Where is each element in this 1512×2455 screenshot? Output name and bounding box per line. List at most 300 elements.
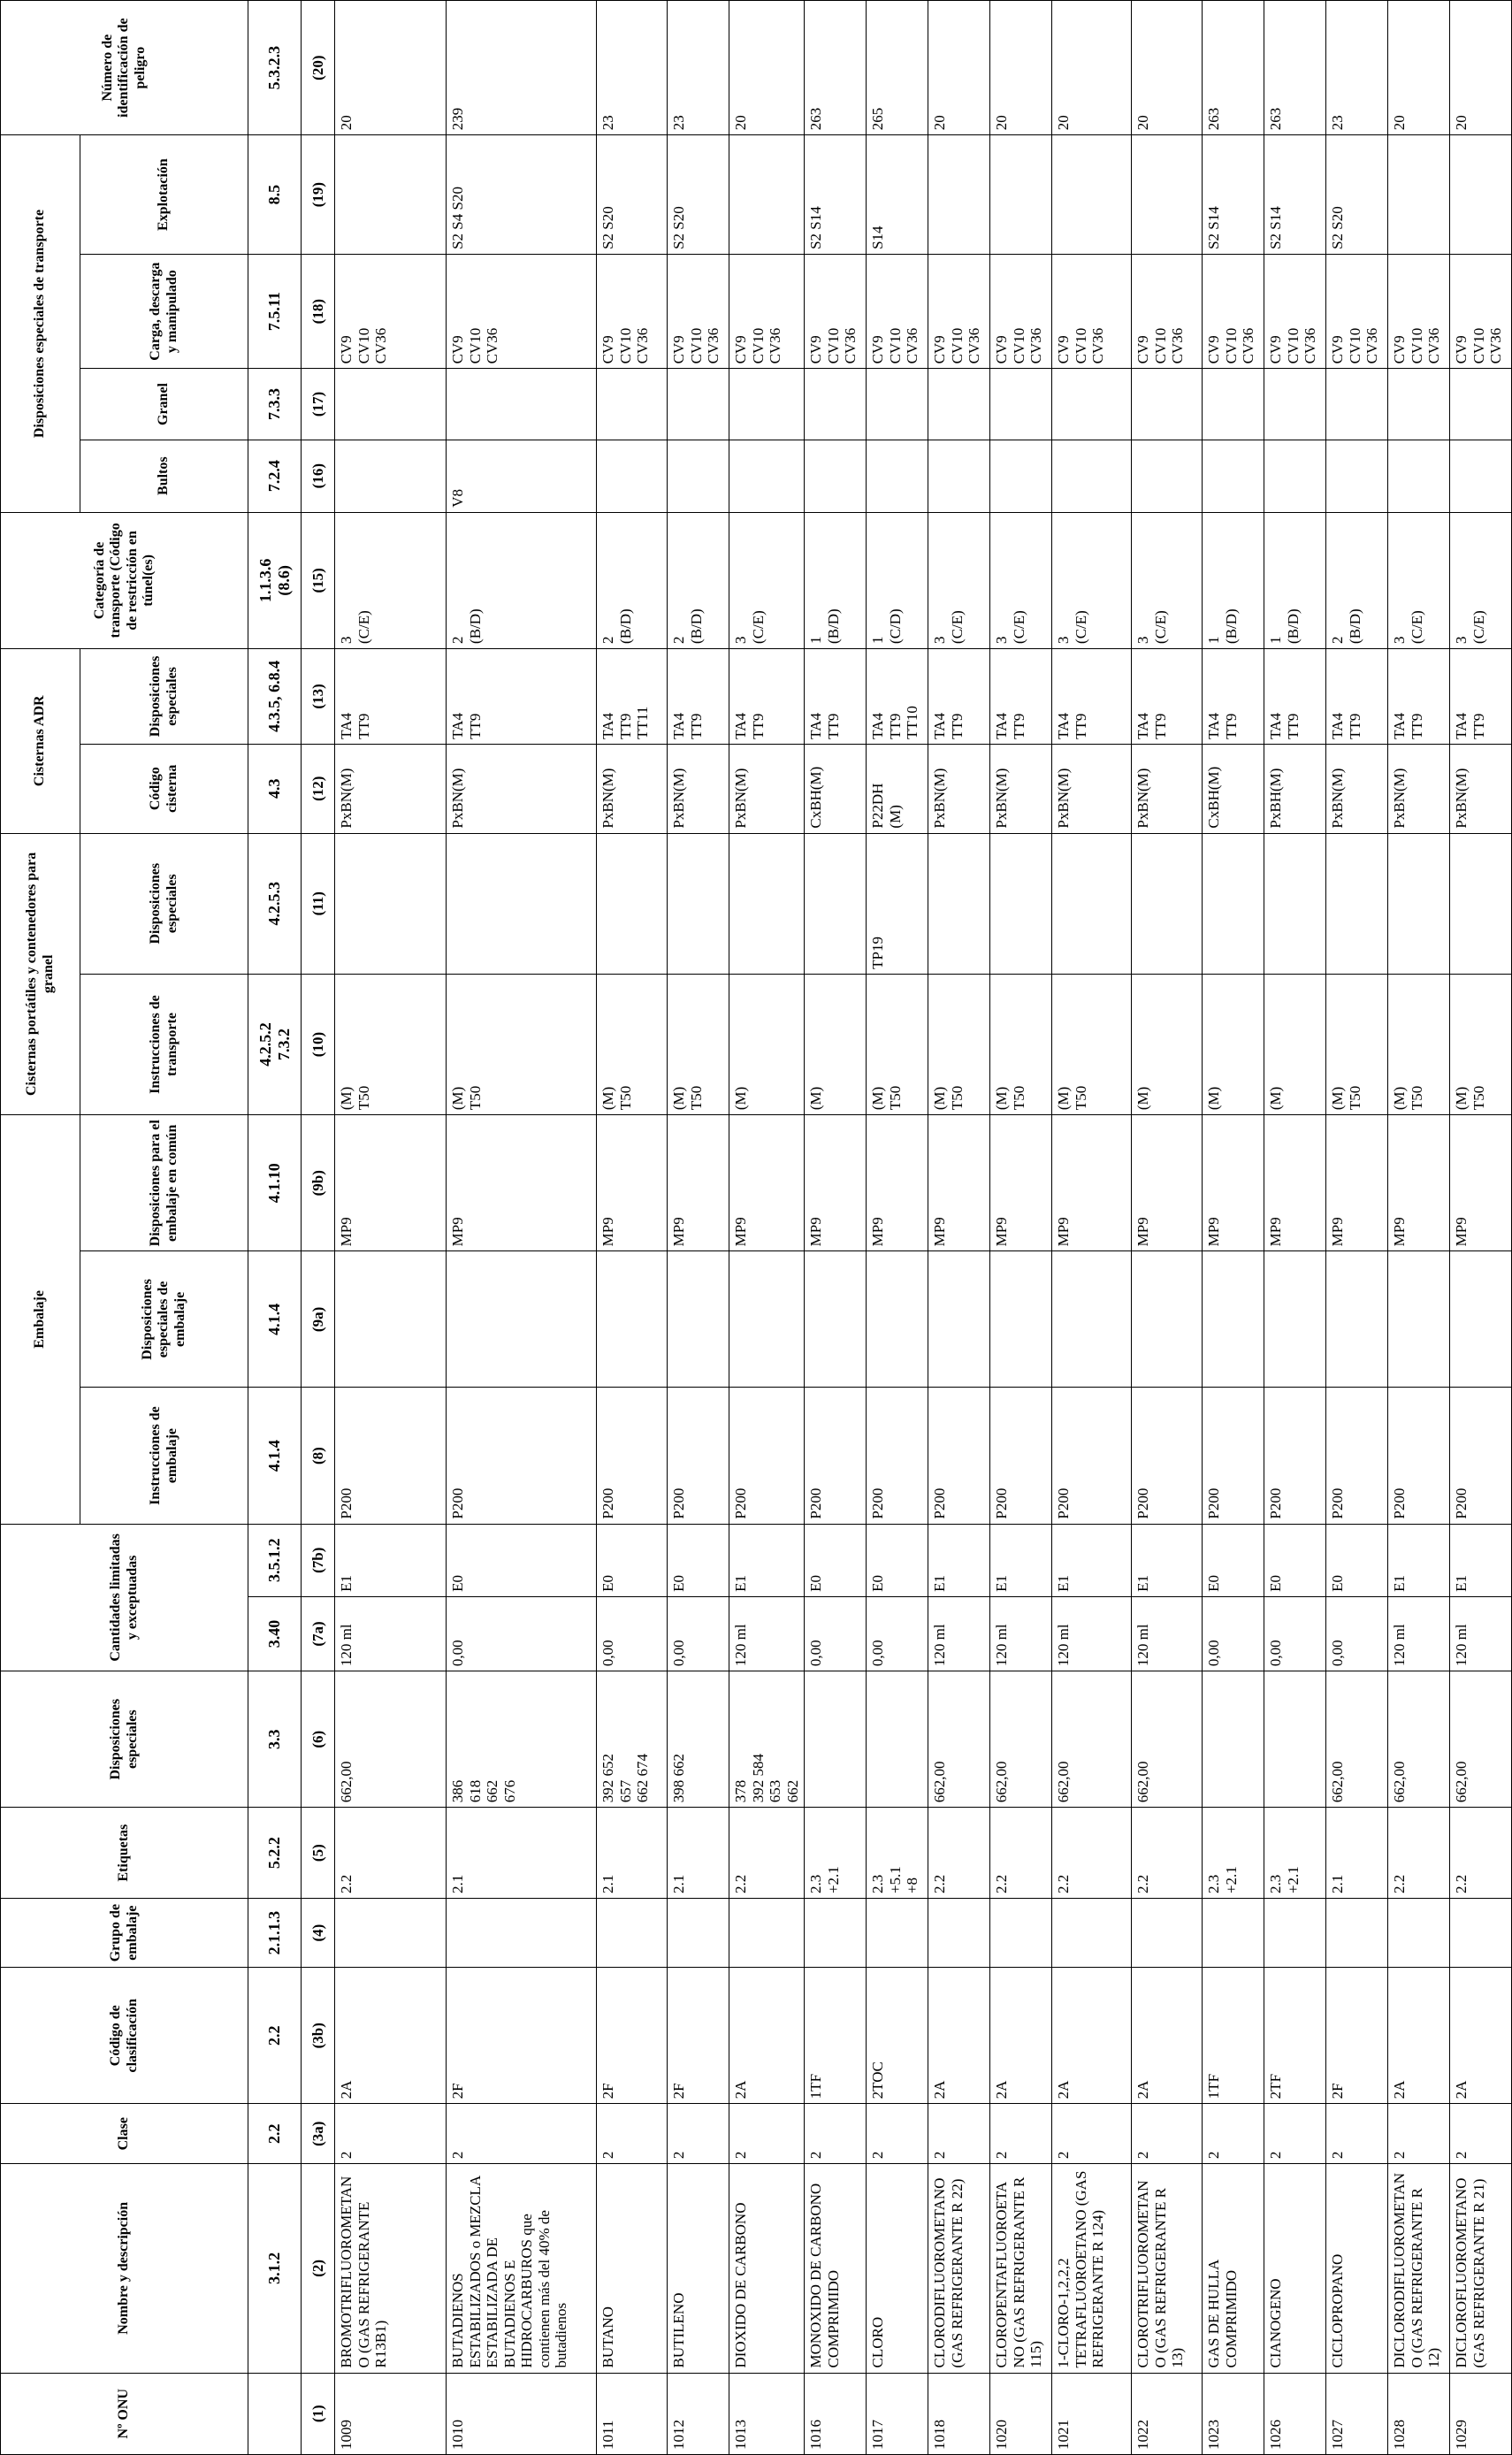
cell-cantlim: 0,00 [1326,1596,1388,1671]
cell-dispadr: TA4 TT9 [729,648,805,744]
cell-granel [447,369,597,440]
cell-insttr: (M) T50 [928,974,990,1114]
cell-un: 1022 [1132,2373,1203,2454]
header-portable-tank-special-provisions: Disposiciones especiales [80,833,248,974]
cell-grupo [1052,1899,1132,1968]
colnum-explot: (19) [302,135,335,255]
cell-dispemb [1203,1251,1264,1388]
cell-dispcist: TP19 [867,833,928,974]
cell-dispemb [1326,1251,1388,1388]
cell-insttr: (M) T50 [1450,974,1512,1114]
cell-grupo [1203,1899,1264,1968]
cell-peligro: 20 [335,1,447,135]
cell-dispesp: 386 618 662 676 [447,1671,597,1808]
cell-clase: 2 [1132,2104,1203,2164]
cell-instemb: P200 [990,1388,1052,1524]
cell-codcist: PxBH(M) [1264,744,1326,833]
cell-codclas: 2A [1450,1968,1512,2104]
cell-carga: CV9 CV10 CV36 [990,254,1052,368]
cell-codclas: 1TF [805,1968,867,2104]
cell-dispemb [990,1251,1052,1388]
cell-etiq: 2.1 [447,1808,597,1899]
cell-grupo [928,1899,990,1968]
cell-bultos [597,440,668,512]
cell-instemb: P200 [867,1388,928,1524]
cell-un: 1009 [335,2373,447,2454]
cell-dispemb [1388,1251,1450,1388]
colnum-cattr: (15) [302,512,335,648]
cell-cantlim: 120 ml [1388,1596,1450,1671]
cell-carga: CV9 CV10 CV36 [805,254,867,368]
table-row [447,1,597,2455]
cell-instemb: P200 [1388,1388,1450,1524]
cell-granel [1052,369,1132,440]
cell-grupo [729,1899,805,1968]
cell-name: GAS DE HULLA COMPRIMIDO [1203,2164,1264,2373]
colnum-dispemb: (9a) [302,1251,335,1388]
cell-insttr: (M) T50 [1388,974,1450,1114]
cell-peligro: 265 [867,1,928,135]
cell-cantlim: 120 ml [729,1596,805,1671]
cell-grupo [990,1899,1052,1968]
header-group-packaging: Embalaje [1,1115,80,1524]
cell-dispcist [1132,833,1203,974]
cell-granel [867,369,928,440]
cell-dispadr: TA4 TT9 [1326,648,1388,744]
cell-name: CICLOPROPANO [1326,2164,1388,2373]
header-loading-unloading: Carga, descarga y manipulado [80,254,248,368]
cell-carga: CV9 CV10 CV36 [335,254,447,368]
cell-dispcomun: MP9 [597,1115,668,1251]
cell-cantexc: E0 [447,1524,597,1596]
colnum-bultos: (16) [302,440,335,512]
cell-dispcist [1264,833,1326,974]
cell-instemb: P200 [928,1388,990,1524]
ref-etiq: 5.2.2 [248,1808,302,1899]
cell-cattr: 1 (B/D) [1264,512,1326,648]
cell-grupo [335,1899,447,1968]
cell-cattr: 2 (B/D) [668,512,729,648]
cell-un: 1028 [1388,2373,1450,2454]
cell-granel [1450,369,1512,440]
table-row [1388,1,1450,2455]
cell-un: 1023 [1203,2373,1264,2454]
cell-un: 1021 [1052,2373,1132,2454]
cell-etiq: 2.2 [1388,1808,1450,1899]
cell-dispadr: TA4 TT9 [1052,648,1132,744]
cell-cantlim: 0,00 [867,1596,928,1671]
cell-etiq: 2.1 [597,1808,668,1899]
cell-granel [1326,369,1388,440]
cell-insttr: (M) T50 [335,974,447,1114]
cell-codcist: PxBN(M) [1326,744,1388,833]
cell-dispesp: 378 392 584 653 662 [729,1671,805,1808]
cell-un: 1010 [447,2373,597,2454]
header-mixed-packing-provisions: Disposiciones para el embalaje en común [80,1115,248,1251]
cell-bultos [729,440,805,512]
cell-name: BUTANO [597,2164,668,2373]
colnum-dispcist: (11) [302,833,335,974]
ref-dispemb: 4.1.4 [248,1251,302,1388]
cell-insttr: (M) T50 [597,974,668,1114]
cell-dispemb [1052,1251,1132,1388]
cell-explot: S14 [867,135,928,255]
cell-cantlim: 120 ml [990,1596,1052,1671]
cell-etiq: 2.3 +2.1 [1203,1808,1264,1899]
cell-cantlim: 120 ml [1450,1596,1512,1671]
cell-dispemb [1450,1251,1512,1388]
cell-codcist: PxBN(M) [1132,744,1203,833]
cell-dispemb [1132,1251,1203,1388]
cell-peligro: 20 [1132,1,1203,135]
cell-codcist: P22DH (M) [867,744,928,833]
header-limited-excepted-quantities: Cantidades limitadas y exceptuadas [1,1524,248,1671]
ref-instemb: 4.1.4 [248,1388,302,1524]
cell-dispemb [668,1251,729,1388]
cell-bultos [867,440,928,512]
cell-explot [928,135,990,255]
ref-insttr: 4.2.5.2 7.3.2 [248,974,302,1114]
cell-dispcist [447,833,597,974]
cell-codclas: 2A [1052,1968,1132,2104]
table-row [1264,1,1326,2455]
cell-dispadr: TA4 TT9 [1264,648,1326,744]
cell-grupo [805,1899,867,1968]
header-group-transport-provisions: Disposiciones especiales de transporte [1,135,80,513]
cell-dispadr: TA4 TT9 [1450,648,1512,744]
header-column-number-row [302,1,335,2455]
cell-granel [928,369,990,440]
cell-carga: CV9 CV10 CV36 [1388,254,1450,368]
cell-dispadr: TA4 TT9 [1388,648,1450,744]
cell-explot [1450,135,1512,255]
colnum-dispadr: (13) [302,648,335,744]
cell-codcist: PxBN(M) [928,744,990,833]
ref-cattr: 1.1.3.6 (8.6) [248,512,302,648]
colnum-granel: (17) [302,369,335,440]
cell-cattr: 2 (B/D) [1326,512,1388,648]
cell-bultos [1264,440,1326,512]
header-special-provisions: Disposiciones especiales [1,1671,248,1808]
cell-dispesp: 662,00 [1132,1671,1203,1808]
header-reference-row [248,1,302,2455]
cell-clase: 2 [867,2104,928,2164]
colnum-cantlim: (7a) [302,1596,335,1671]
table-row [729,1,805,2455]
ref-codcist: 4.3 [248,744,302,833]
colnum-codcist: (12) [302,744,335,833]
cell-dispcomun: MP9 [867,1115,928,1251]
cell-peligro: 263 [1203,1,1264,135]
cell-codclas: 2TOC [867,1968,928,2104]
cell-bultos [1203,440,1264,512]
cell-bultos [990,440,1052,512]
cell-etiq: 2.2 [928,1808,990,1899]
header-packing-instructions: Instrucciones de embalaje [80,1388,248,1524]
cell-grupo [1132,1899,1203,1968]
cell-explot [1132,135,1203,255]
cell-carga: CV9 CV10 CV36 [867,254,928,368]
cell-cantexc: E0 [867,1524,928,1596]
cell-cattr: 3 (C/E) [1450,512,1512,648]
cell-bultos [1450,440,1512,512]
cell-dispemb [335,1251,447,1388]
cell-carga: CV9 CV10 CV36 [1450,254,1512,368]
table-row [1326,1,1388,2455]
table-row [1203,1,1264,2455]
cell-codclas: 2A [1132,1968,1203,2104]
cell-dispadr: TA4 TT9 [928,648,990,744]
ref-granel: 7.3.3 [248,369,302,440]
header-group-adr-tanks: Cisternas ADR [1,648,80,833]
cell-granel [668,369,729,440]
colnum-cantexc: (7b) [302,1524,335,1596]
header-packing-group: Grupo de embalaje [1,1899,248,1968]
cell-granel [1388,369,1450,440]
cell-codcist: PxBN(M) [990,744,1052,833]
cell-explot: S2 S20 [1326,135,1388,255]
ref-dispesp: 3.3 [248,1671,302,1808]
cell-peligro: 20 [928,1,990,135]
cell-name: DICLORODIFLUOROMETAN O (GAS REFRIGERANTE R 12) [1388,2164,1450,2373]
cell-grupo [1264,1899,1326,1968]
cell-cantlim: 0,00 [1203,1596,1264,1671]
cell-instemb: P200 [805,1388,867,1524]
cell-insttr: (M) T50 [447,974,597,1114]
cell-instemb: P200 [1052,1388,1132,1524]
cell-dispcist [597,833,668,974]
header-operation: Explotación [80,135,248,255]
cell-dispcist [1450,833,1512,974]
cell-grupo [1450,1899,1512,1968]
colnum-un: (1) [302,2373,335,2454]
table-row [1132,1,1203,2455]
cell-clase: 2 [928,2104,990,2164]
cell-grupo [597,1899,668,1968]
table-row [928,1,990,2455]
cell-clase: 2 [1326,2104,1388,2164]
cell-cantlim: 120 ml [928,1596,990,1671]
cell-explot: S2 S4 S20 [447,135,597,255]
cell-dispcomun: MP9 [729,1115,805,1251]
cell-dispadr: TA4 TT9 [1203,648,1264,744]
cell-cantexc: E1 [1388,1524,1450,1596]
header-packages: Bultos [80,440,248,512]
cell-dispadr: TA4 TT9 TT11 [597,648,668,744]
cell-instemb: P200 [1203,1388,1264,1524]
cell-insttr: (M) [729,974,805,1114]
header-labels: Etiquetas [1,1808,248,1899]
cell-explot [1052,135,1132,255]
cell-insttr: (M) [1203,974,1264,1114]
cell-dispcomun: MP9 [668,1115,729,1251]
cell-carga: CV9 CV10 CV36 [597,254,668,368]
cell-etiq: 2.2 [1450,1808,1512,1899]
cell-etiq: 2.2 [729,1808,805,1899]
cell-cattr: 1 (B/D) [1203,512,1264,648]
cell-carga: CV9 CV10 CV36 [729,254,805,368]
cell-dispcomun: MP9 [335,1115,447,1251]
cell-cattr: 3 (C/E) [1052,512,1132,648]
cell-peligro: 20 [1388,1,1450,135]
cell-cantexc: E0 [1264,1524,1326,1596]
cell-clase: 2 [335,2104,447,2164]
cell-granel [1132,369,1203,440]
cell-un: 1018 [928,2373,990,2454]
cell-bultos [1052,440,1132,512]
cell-dispcist [668,833,729,974]
cell-name: DIOXIDO DE CARBONO [729,2164,805,2373]
table-row [668,1,729,2455]
cell-clase: 2 [1052,2104,1132,2164]
cell-etiq: 2.3 +2.1 [1264,1808,1326,1899]
cell-dispemb [597,1251,668,1388]
cell-cantlim: 0,00 [1264,1596,1326,1671]
colnum-clase: (3a) [302,2104,335,2164]
cell-insttr: (M) [1264,974,1326,1114]
colnum-carga: (18) [302,254,335,368]
cell-insttr: (M) T50 [668,974,729,1114]
cell-insttr: (M) [805,974,867,1114]
cell-dispadr: TA4 TT9 [335,648,447,744]
cell-cattr: 3 (C/E) [990,512,1052,648]
cell-cantexc: E1 [729,1524,805,1596]
cell-etiq: 2.2 [990,1808,1052,1899]
cell-clase: 2 [805,2104,867,2164]
cell-dispesp: 662,00 [1326,1671,1388,1808]
header-transport-category: Categoría de transporte (Código de restricción en túnel(es) [1,512,248,648]
cell-explot [729,135,805,255]
cell-dispemb [1264,1251,1326,1388]
cell-instemb: P200 [729,1388,805,1524]
cell-dispemb [928,1251,990,1388]
cell-codcist: PxBN(M) [597,744,668,833]
cell-dispcomun: MP9 [990,1115,1052,1251]
cell-dispcist [928,833,990,974]
cell-dispemb [729,1251,805,1388]
cell-codclas: 1TF [1203,1968,1264,2104]
cell-dispesp: 662,00 [335,1671,447,1808]
cell-un: 1017 [867,2373,928,2454]
cell-dispcomun: MP9 [1264,1115,1326,1251]
cell-name: MONOXIDO DE CARBONO COMPRIMIDO [805,2164,867,2373]
cell-un: 1029 [1450,2373,1512,2454]
cell-insttr: (M) T50 [990,974,1052,1114]
cell-carga: CV9 CV10 CV36 [928,254,990,368]
cell-dispadr: TA4 TT9 [1132,648,1203,744]
cell-explot [990,135,1052,255]
cell-clase: 2 [1203,2104,1264,2164]
table-row [1052,1,1132,2455]
cell-codcist: PxBN(M) [729,744,805,833]
cell-instemb: P200 [335,1388,447,1524]
cell-carga: CV9 CV10 CV36 [1326,254,1388,368]
cell-cattr: 3 (C/E) [928,512,990,648]
cell-carga: CV9 CV10 CV36 [1132,254,1203,368]
cell-granel [1264,369,1326,440]
header-adr-tank-special-provisions: Disposiciones especiales [80,648,248,744]
colnum-dispcomun: (9b) [302,1115,335,1251]
header-name-description: Nombre y descripción [1,2164,248,2373]
cell-codclas: 2A [928,1968,990,2104]
cell-peligro: 23 [597,1,668,135]
cell-dispesp: 662,00 [1450,1671,1512,1808]
cell-codclas: 2A [990,1968,1052,2104]
ref-peligro: 5.3.2.3 [248,1,302,135]
cell-cattr: 2 (B/D) [597,512,668,648]
cell-etiq: 2.3 +5.1 +8 [867,1808,928,1899]
cell-dispcomun: MP9 [1388,1115,1450,1251]
cell-clase: 2 [1388,2104,1450,2164]
cell-carga: CV9 CV10 CV36 [1264,254,1326,368]
cell-bultos [1388,440,1450,512]
cell-cantlim: 0,00 [447,1596,597,1671]
cell-dispesp [867,1671,928,1808]
cell-explot [1388,135,1450,255]
cell-peligro: 263 [1264,1,1326,135]
cell-name: CLOROTRIFLUOROMETAN O (GAS REFRIGERANTE R 13) [1132,2164,1203,2373]
cell-peligro: 20 [990,1,1052,135]
cell-cantexc: E1 [928,1524,990,1596]
cell-cantlim: 120 ml [335,1596,447,1671]
cell-dispcist [729,833,805,974]
cell-dispcomun: MP9 [1450,1115,1512,1251]
cell-cantlim: 0,00 [597,1596,668,1671]
cell-cantexc: E1 [1450,1524,1512,1596]
cell-dispesp: 662,00 [1388,1671,1450,1808]
cell-bultos [1326,440,1388,512]
cell-clase: 2 [729,2104,805,2164]
table-row [867,1,928,2455]
cell-bultos: V8 [447,440,597,512]
table-row [805,1,867,2455]
header-bulk: Granel [80,369,248,440]
cell-bultos [668,440,729,512]
cell-instemb: P200 [597,1388,668,1524]
cell-dispemb [867,1251,928,1388]
cell-insttr: (M) T50 [1052,974,1132,1114]
cell-cattr: 1 (C/D) [867,512,928,648]
cell-explot: S2 S14 [805,135,867,255]
cell-un: 1012 [668,2373,729,2454]
colnum-dispesp: (6) [302,1671,335,1808]
cell-instemb: P200 [1132,1388,1203,1524]
colnum-peligro: (20) [302,1,335,135]
ref-explot: 8.5 [248,135,302,255]
cell-peligro: 23 [1326,1,1388,135]
colnum-instemb: (8) [302,1388,335,1524]
header-hazard-id-number: Número de identificación de peligro [1,1,248,135]
header-classification-code: Código de clasificación [1,1968,248,2104]
cell-dispcist [990,833,1052,974]
cell-codcist: CxBH(M) [805,744,867,833]
cell-instemb: P200 [447,1388,597,1524]
colnum-insttr: (10) [302,974,335,1114]
cell-dispesp: 662,00 [990,1671,1052,1808]
cell-granel [729,369,805,440]
cell-dispemb [805,1251,867,1388]
cell-cantexc: E0 [805,1524,867,1596]
cell-etiq: 2.2 [1132,1808,1203,1899]
cell-etiq: 2.2 [335,1808,447,1899]
cell-cattr: 3 (C/E) [1132,512,1203,648]
colnum-etiq: (5) [302,1808,335,1899]
cell-dispemb [447,1251,597,1388]
ref-cantexc: 3.5.1.2 [248,1524,302,1596]
cell-etiq: 2.3 +2.1 [805,1808,867,1899]
cell-dispesp [1203,1671,1264,1808]
cell-clase: 2 [668,2104,729,2164]
